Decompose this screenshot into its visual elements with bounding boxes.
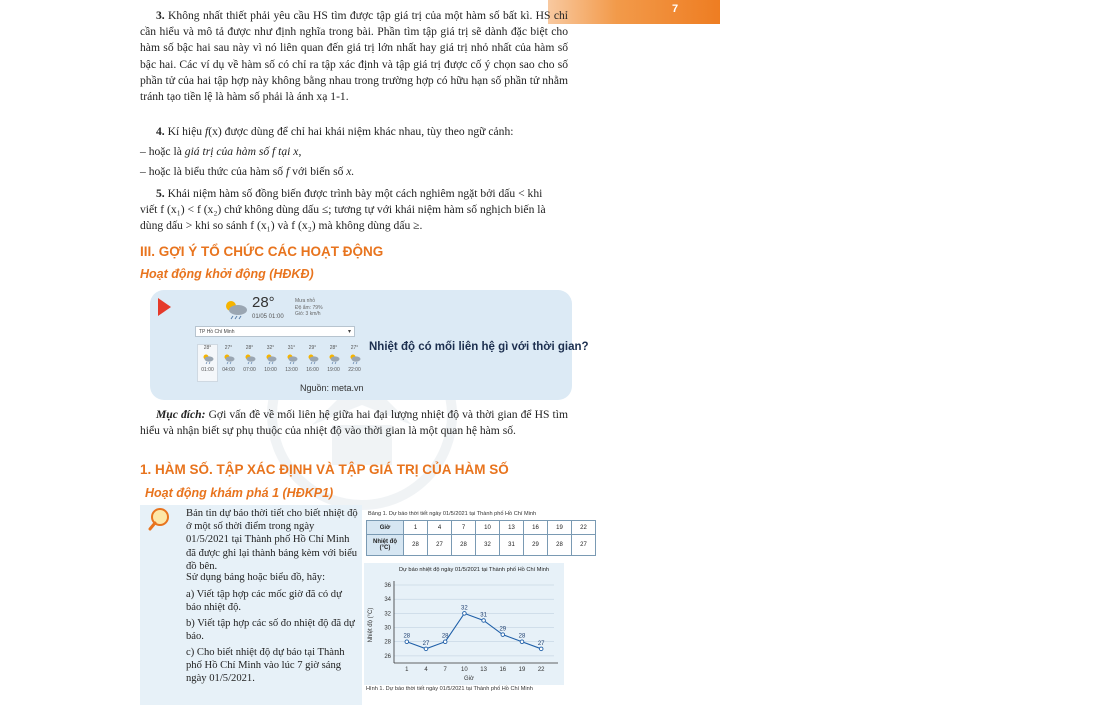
note-5-line-1 — [156, 186, 568, 202]
purpose-text: Gợi vấn đề về mối liên hệ giữa hai đại lượng nhiệt độ và thời gian để HS tìm hiểu và nhận biết sự phụ thuộc của nhiệt độ vào thời gian là một quan hệ hàm số. — [140, 408, 569, 438]
chart-x-tick: 19 — [518, 667, 526, 673]
table-cell-temp: 32 — [476, 535, 500, 556]
forecast-hour: 10:00 — [264, 367, 277, 373]
chart-data-label: 29 — [499, 626, 507, 633]
current-date: 01/05 01:00 — [252, 314, 284, 320]
note-3-text: Không nhất thiết phải yêu cầu HS tìm được tập giá trị của một hàm số bất kì. HS chỉ cần hiểu và mô tả được như định nghĩa trong bài. Phần tìm tập giá trị sẽ dành đặc biệt cho hàm số bậc hai sau này vì nó liên quan đến giá trị lớn nhất hay giá trị nhỏ nhất của hàm số bậc hai. Các ví dụ về hàm số có chỉ ra tập xác định và tập giá trị được cố ý chọn sao cho số phần tử của hai tập hợp này không bằng nhau trong trường hợp có hữu hạn số phần tử nhằm tránh tạo tiền lệ là hàm số phải là ánh xạ 1-1. — [140, 9, 568, 104]
note-4-f: f — [204, 125, 209, 138]
image-source: Nguồn: meta.vn — [300, 383, 364, 393]
header-bar — [548, 0, 1113, 37]
chart-x-tick: 7 — [443, 667, 447, 673]
cloud-rain-icon — [244, 353, 256, 365]
hdkd-title: Hoạt động khởi động (HĐKĐ) — [140, 267, 314, 281]
note-4-x: (x) — [208, 125, 222, 138]
city-select-value: TP Hồ Chí Minh — [199, 329, 235, 335]
forecast-hour: 01:00 — [201, 367, 214, 373]
table-cell-temp: 31 — [500, 535, 524, 556]
table-row-temps — [367, 535, 596, 556]
table-cell-hour: 13 — [500, 521, 524, 535]
chart-y-tick: 36 — [384, 583, 391, 589]
weather-detail-humidity: Độ ẩm: 79% — [295, 304, 323, 311]
explore-question-a: a) Viết tập hợp các mốc giờ đã có dự báo nhiệt độ. — [186, 589, 342, 614]
forecast-item[interactable] — [345, 345, 364, 381]
chart-x-tick: 10 — [461, 667, 468, 673]
table-caption: Bảng 1. Dự báo thời tiết ngày 01/5/2021 tại Thành phố Hồ Chí Minh — [368, 511, 537, 517]
table-cell-hour: 4 — [428, 521, 452, 535]
table-header-temp: Nhiệt độ (°C) — [367, 535, 404, 556]
forecast-hour: 13:00 — [285, 367, 298, 373]
table-cell-temp: 27 — [428, 535, 452, 556]
forecast-temp: 28° — [329, 345, 338, 351]
table-cell-temp: 28 — [404, 535, 428, 556]
chart-point — [482, 619, 486, 623]
note-4-item-2-lead: – hoặc là biểu thức của hàm số — [140, 165, 284, 178]
explore-ask: Sử dụng bảng hoặc biểu đồ, hãy: — [186, 572, 326, 583]
forecast-item[interactable] — [303, 345, 322, 381]
note-4 — [156, 124, 568, 140]
play-icon[interactable] — [158, 298, 171, 316]
current-temperature: 28° — [252, 294, 275, 311]
table-cell-temp: 28 — [548, 535, 572, 556]
note-4-item-1-emph: giá trị của hàm số f tại x, — [184, 145, 302, 158]
cloud-rain-icon — [307, 353, 319, 365]
table-cell-hour: 16 — [524, 521, 548, 535]
note-5-text-1: Khái niệm hàm số đồng biến được trình bày một cách nghiêm ngặt bởi dấu < khi — [167, 187, 543, 200]
chart-point — [520, 640, 524, 644]
forecast-table — [366, 520, 596, 556]
forecast-temp: 27° — [350, 345, 359, 351]
partly-cloudy-rain-icon — [222, 298, 250, 320]
note-4-rest: được dùng để chỉ hai khái niệm khác nhau, tùy theo ngữ cảnh: — [224, 125, 514, 138]
forecast-temp: 28° — [203, 345, 212, 351]
chart-x-tick: 22 — [537, 667, 545, 673]
chart-point — [405, 640, 409, 644]
forecast-item[interactable] — [219, 345, 238, 381]
chart-data-label: 28 — [403, 633, 411, 640]
chart-x-tick: 4 — [424, 667, 428, 673]
cloud-rain-icon — [202, 353, 214, 365]
table-cell-hour: 22 — [572, 521, 596, 535]
chart-data-label: 28 — [518, 633, 526, 640]
forecast-hour: 22:00 — [348, 367, 361, 373]
cloud-rain-icon — [349, 353, 361, 365]
chart-point — [501, 633, 505, 637]
forecast-item[interactable] — [261, 345, 280, 381]
purpose-label: Mục đích: — [156, 408, 206, 421]
note-3 — [140, 8, 568, 105]
chart-y-label: Nhiệt độ (°C) — [368, 607, 374, 643]
explore-intro: Bản tin dự báo thời tiết cho biết nhiệt độ ở một số thời điểm trong ngày 01/5/2021 tại Thành phố Hồ Chí Minh đã được ghi lại thành bảng kèm với biểu đồ bên. — [186, 508, 358, 572]
cloud-rain-icon — [286, 353, 298, 365]
note-5-number: 5. — [156, 187, 165, 200]
chart-y-tick: 26 — [384, 653, 391, 660]
table-cell-hour: 19 — [548, 521, 572, 535]
table-cell-hour: 10 — [476, 521, 500, 535]
note-5-line-3: dùng dấu > khi so sánh f (x₁) và f (x₂) mà không dùng dấu ≥. — [140, 219, 423, 232]
forecast-item[interactable] — [198, 345, 217, 381]
note-4-item-2-f: f — [286, 165, 290, 178]
chart-y-tick: 30 — [384, 625, 391, 632]
chart-title: Dự báo nhiệt độ ngày 01/5/2021 tại Thành phố Hồ Chí Minh — [399, 567, 549, 573]
chart-data-label: 27 — [537, 640, 545, 647]
chart-data-label: 31 — [480, 612, 487, 619]
note-4-item-1-lead: – hoặc là — [140, 145, 182, 158]
cloud-rain-icon — [265, 353, 277, 365]
chart-y-tick: 32 — [384, 611, 391, 618]
forecast-hour: 07:00 — [243, 367, 256, 373]
forecast-temp: 32° — [266, 345, 275, 351]
section-1-title: 1. HÀM SỐ. TẬP XÁC ĐỊNH VÀ TẬP GIÁ TRỊ CỦA HÀM SỐ — [140, 462, 509, 477]
weather-detail-condition: Mưa nhỏ — [295, 298, 316, 304]
table-cell-temp: 27 — [572, 535, 596, 556]
chart-x-tick: 13 — [480, 667, 487, 673]
note-4-item-2 — [140, 164, 568, 180]
forecast-temp: 31° — [287, 345, 296, 351]
forecast-item[interactable] — [282, 345, 301, 381]
chart-point — [463, 612, 467, 616]
city-select[interactable] — [195, 326, 355, 337]
chart-y-tick: 34 — [384, 597, 391, 604]
temperature-chart — [364, 563, 564, 685]
note-5-line-2: viết f (x₁) < f (x₂) chứ không dùng dấu ≤; tương tự với khái niệm hàm số nghịch biến là — [140, 203, 546, 216]
chart-point — [443, 640, 447, 644]
explore-question-b: b) Viết tập hợp các số đo nhiệt độ đã dự báo. — [186, 618, 355, 643]
note-4-item-2-mid: với biến số — [292, 165, 344, 178]
lead-question: Nhiệt độ có mối liên hệ gì với thời gian? — [369, 341, 589, 353]
forecast-hour: 19:00 — [327, 367, 340, 373]
page-number: 7 — [672, 3, 679, 15]
weather-detail-wind: Gió: 3 km/h — [295, 311, 321, 317]
chart-x-tick: 16 — [499, 667, 507, 673]
chart-point — [539, 647, 543, 651]
table-cell-hour: 7 — [452, 521, 476, 535]
note-4-item-2-x: x. — [346, 165, 355, 178]
table-row-hours — [367, 521, 596, 535]
chart-point — [424, 647, 428, 651]
note-4-number: 4. — [156, 125, 165, 138]
chevron-down-icon: ▾ — [347, 329, 351, 335]
section-iii-title: III. GỢI Ý TỔ CHỨC CÁC HOẠT ĐỘNG — [140, 244, 384, 259]
weather-details — [295, 298, 323, 318]
note-3-number: 3. — [156, 9, 165, 22]
chart-data-label: 28 — [441, 633, 449, 640]
forecast-item[interactable] — [240, 345, 259, 381]
header-decor: ✴ ✴ ✴ — [1103, 4, 1113, 37]
hdkp1-title: Hoạt động khám phá 1 (HĐKP1) — [145, 486, 334, 500]
magnifier-icon — [148, 507, 172, 531]
purpose-paragraph — [140, 407, 568, 439]
forecast-hour: 16:00 — [306, 367, 319, 373]
cloud-rain-icon — [223, 353, 235, 365]
table-cell-temp: 28 — [452, 535, 476, 556]
chart-data-label: 27 — [422, 640, 430, 647]
forecast-temp: 28° — [245, 345, 254, 351]
table-cell-temp: 29 — [524, 535, 548, 556]
chart-data-label: 32 — [461, 605, 468, 612]
note-4-item-1 — [140, 144, 568, 160]
table-cell-hour: 1 — [404, 521, 428, 535]
forecast-temp: 27° — [224, 345, 233, 351]
forecast-temp: 29° — [308, 345, 317, 351]
explore-question-c: c) Cho biết nhiệt độ dự báo tại Thành phố Hồ Chí Minh vào lúc 7 giờ sáng ngày 01/5/2021. — [186, 647, 345, 685]
figure-caption: Hình 1. Dự báo thời tiết ngày 01/5/2021 tại Thành phố Hồ Chí Minh — [366, 686, 533, 692]
cloud-rain-icon — [328, 353, 340, 365]
forecast-item[interactable] — [324, 345, 343, 381]
forecast-hour: 04:00 — [222, 367, 235, 373]
table-header-hour: Giờ — [367, 521, 404, 535]
chart-x-label: Giờ — [464, 676, 474, 682]
note-4-lead: Kí hiệu — [167, 125, 203, 138]
hourly-forecast — [198, 345, 364, 381]
chart-y-tick: 28 — [384, 639, 391, 646]
chart-x-tick: 1 — [405, 667, 409, 673]
